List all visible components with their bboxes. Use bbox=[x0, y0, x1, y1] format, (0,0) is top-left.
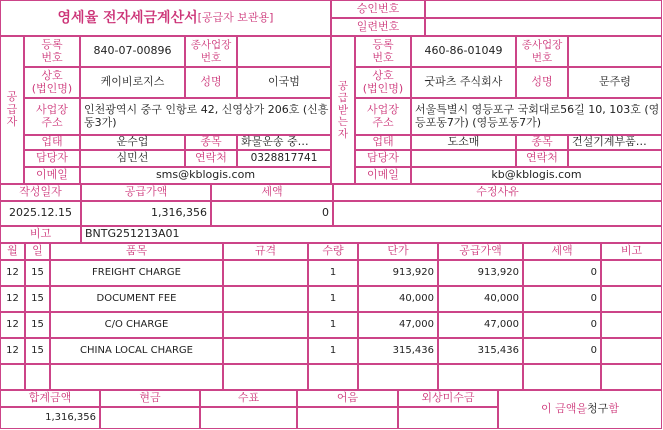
receiver-address-label: 사업장 주소 bbox=[367, 102, 399, 129]
item-qty: 1 bbox=[329, 267, 337, 279]
item-name: DOCUMENT FEE bbox=[96, 293, 177, 305]
receiver-manager-label: 담당자 bbox=[367, 151, 399, 165]
supplier-business-type: 운수업 bbox=[116, 135, 149, 149]
footer-cash-label: 현금 bbox=[139, 391, 161, 405]
item-spec bbox=[223, 260, 308, 286]
item-month: 12 bbox=[6, 345, 19, 357]
supplier-business-type-label: 업태 bbox=[41, 135, 63, 149]
item-unit-price: 315,436 bbox=[392, 345, 434, 357]
claim-text: 함 bbox=[608, 402, 619, 416]
item-name: C/O CHARGE bbox=[104, 319, 169, 331]
supplier-email: sms@kblogis.com bbox=[155, 168, 256, 182]
receiver-email: kb@kblogis.com bbox=[491, 168, 582, 182]
item-tax: 0 bbox=[590, 345, 597, 357]
item-qty: 1 bbox=[329, 319, 337, 331]
item-tax bbox=[523, 364, 601, 390]
item-remark bbox=[601, 312, 662, 338]
footer-bill-label: 어음 bbox=[336, 391, 359, 405]
issue-date: 2025.12.15 bbox=[9, 206, 72, 220]
item-month: 12 bbox=[6, 267, 19, 279]
receiver-reg-no: 460-86-01049 bbox=[424, 44, 503, 58]
item-day: 15 bbox=[31, 319, 44, 331]
item-header-unit-price: 단가 bbox=[387, 244, 409, 258]
supplier-branch-no bbox=[237, 36, 331, 67]
supplier-ceo-name: 이국범 bbox=[268, 75, 300, 89]
tax-total-label: 세액 bbox=[261, 185, 283, 199]
item-tax: 0 bbox=[590, 319, 597, 331]
receiver-phone-label: 연락처 bbox=[526, 151, 558, 165]
supply-total-label: 공급가액 bbox=[124, 185, 168, 199]
supplier-phone-label: 연락처 bbox=[195, 151, 227, 165]
receiver-address: 서울특별시 영등포구 국회대로56길 10, 103호 (영등포동7가) (영등포동7가) bbox=[415, 102, 660, 129]
item-month bbox=[0, 364, 25, 390]
footer-check bbox=[200, 407, 297, 429]
serial-no-value bbox=[425, 18, 662, 36]
supplier-manager: 심민선 bbox=[116, 151, 149, 165]
item-header-name: 품목 bbox=[125, 244, 148, 258]
supplier-business-item-label: 종목 bbox=[200, 135, 222, 149]
item-remark bbox=[601, 364, 662, 390]
footer-credit-label: 외상미수금 bbox=[421, 391, 475, 405]
receiver-ceo-name-label: 성명 bbox=[531, 75, 553, 89]
supplier-ceo-name-label: 성명 bbox=[200, 75, 222, 89]
item-tax: 0 bbox=[590, 293, 597, 305]
item-header-supply: 공급가액 bbox=[459, 244, 502, 258]
footer-bill bbox=[297, 407, 398, 429]
footer-total: 1,316,356 bbox=[45, 412, 96, 424]
footer-check-label: 수표 bbox=[237, 391, 260, 405]
receiver-branch-no bbox=[568, 36, 662, 67]
item-day: 15 bbox=[31, 345, 44, 357]
item-spec bbox=[223, 312, 308, 338]
note: BNTG251213A01 bbox=[85, 227, 180, 241]
item-unit-price: 40,000 bbox=[399, 293, 434, 305]
receiver-business-type-label: 업태 bbox=[372, 135, 394, 149]
receiver-ceo-name: 문주령 bbox=[599, 75, 631, 89]
receiver-company-name-label: 상호 (법인명) bbox=[362, 68, 404, 95]
item-name: CHINA LOCAL CHARGE bbox=[80, 345, 193, 357]
item-unit-price: 47,000 bbox=[399, 319, 434, 331]
receiver-business-item-label: 종목 bbox=[531, 135, 553, 149]
receiver-side-label: 공 급 받 는 자 bbox=[337, 79, 349, 141]
item-name bbox=[50, 364, 223, 390]
item-spec bbox=[223, 286, 308, 312]
item-header-day: 일 bbox=[32, 244, 43, 258]
item-remark bbox=[601, 338, 662, 364]
claim-statement bbox=[498, 390, 662, 429]
receiver-email-label: 이메일 bbox=[367, 168, 399, 182]
receiver-manager bbox=[411, 150, 516, 167]
item-header-remark: 비고 bbox=[620, 244, 643, 258]
supplier-manager-label: 담당자 bbox=[36, 151, 68, 165]
supplier-phone: 0328817741 bbox=[250, 152, 318, 165]
item-spec bbox=[223, 338, 308, 364]
item-supply: 315,436 bbox=[477, 345, 519, 357]
item-day bbox=[25, 364, 50, 390]
reason bbox=[333, 201, 662, 226]
item-unit-price bbox=[358, 364, 438, 390]
item-tax: 0 bbox=[590, 267, 597, 279]
item-qty bbox=[308, 364, 358, 390]
item-header-tax: 세액 bbox=[551, 244, 573, 258]
item-header-month: 월 bbox=[7, 244, 18, 258]
item-day: 15 bbox=[31, 267, 44, 279]
receiver-business-type: 도소매 bbox=[447, 135, 480, 149]
supply-total: 1,316,356 bbox=[151, 206, 207, 220]
item-remark bbox=[601, 286, 662, 312]
approval-no-label: 승인번호 bbox=[356, 1, 400, 15]
reason-label: 수정사유 bbox=[476, 185, 519, 199]
supplier-company-name: 케이비로지스 bbox=[100, 75, 165, 89]
tax-total: 0 bbox=[322, 206, 329, 220]
claim-text: 청구 bbox=[587, 402, 609, 416]
invoice-title-sub: [공급자 보관용] bbox=[197, 10, 274, 24]
footer-credit bbox=[398, 407, 498, 429]
item-supply: 913,920 bbox=[477, 267, 519, 279]
item-month: 12 bbox=[6, 293, 19, 305]
item-supply bbox=[438, 364, 523, 390]
item-qty: 1 bbox=[329, 345, 337, 357]
claim-text: 이 금액을 bbox=[541, 402, 588, 416]
item-month: 12 bbox=[6, 319, 19, 331]
supplier-business-item: 화물운송 중… bbox=[241, 135, 309, 149]
receiver-phone bbox=[568, 150, 662, 167]
item-header-qty: 수량 bbox=[322, 244, 344, 258]
serial-no-label: 일련번호 bbox=[356, 19, 400, 33]
item-day: 15 bbox=[31, 293, 44, 305]
invoice-title bbox=[0, 0, 331, 36]
date-label: 작성일자 bbox=[19, 185, 62, 199]
footer-cash bbox=[100, 407, 200, 429]
item-name: FREIGHT CHARGE bbox=[92, 267, 181, 279]
invoice-title-main: 영세율 전자세금계산서 bbox=[57, 9, 198, 26]
footer-total-label: 합계금액 bbox=[28, 391, 72, 405]
receiver-business-item: 건설기계부품… bbox=[572, 135, 647, 149]
item-unit-price: 913,920 bbox=[392, 267, 434, 279]
supplier-reg-no-label: 등록 번호 bbox=[41, 37, 63, 64]
receiver-company-name: 굿파츠 주식회사 bbox=[424, 75, 503, 89]
item-supply: 47,000 bbox=[484, 319, 519, 331]
receiver-branch-no-label: 종사업장 번호 bbox=[521, 39, 563, 64]
supplier-address: 인천광역시 중구 인항로 42, 신영상가 206호 (신흥동3가) bbox=[84, 102, 329, 129]
item-spec bbox=[223, 364, 308, 390]
receiver-reg-no-label: 등록 번호 bbox=[372, 37, 394, 64]
approval-no-value bbox=[425, 0, 662, 18]
item-remark bbox=[601, 260, 662, 286]
supplier-email-label: 이메일 bbox=[36, 168, 68, 182]
note-label: 비고 bbox=[29, 227, 52, 241]
supplier-reg-no: 840-07-00896 bbox=[93, 44, 172, 58]
supplier-address-label: 사업장 주소 bbox=[36, 102, 68, 129]
item-header-spec: 규격 bbox=[254, 244, 277, 258]
supplier-side-label: 공 급 자 bbox=[6, 90, 18, 129]
item-supply: 40,000 bbox=[484, 293, 519, 305]
item-qty: 1 bbox=[329, 293, 337, 305]
supplier-company-name-label: 상호 (법인명) bbox=[31, 68, 73, 95]
supplier-branch-no-label: 종사업장 번호 bbox=[190, 39, 232, 64]
